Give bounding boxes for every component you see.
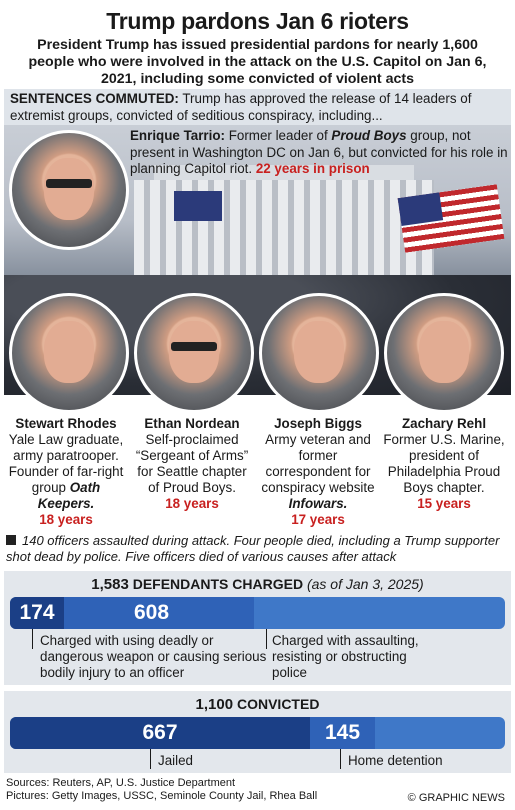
seg-weapon: 174 xyxy=(10,597,64,629)
sources xyxy=(6,777,317,803)
jailed-leader-line xyxy=(150,749,151,769)
charged-bar xyxy=(10,597,505,629)
commuted-text: Trump has approved the release of 14 leaders of extremist groups, convicted of seditious conspiracy, including... xyxy=(10,91,472,123)
bio-stewart-rhodes xyxy=(4,416,128,528)
seg-home: 145 xyxy=(310,717,375,749)
portrait-enrique-tarrio xyxy=(9,130,129,250)
bio-desc: Former U.S. Marine, president of Philadelphia Proud Boys chapter. xyxy=(383,432,505,495)
bio-sentence: 18 years xyxy=(39,512,93,527)
pictures-text: Pictures: Getty Images, USSC, Seminole County Jail, Rhea Ball xyxy=(6,790,318,802)
page-subtitle: President Trump has issued presidential pardons for nearly 1,600 people who were involved in the attack on the U.S. Capitol on Jan 6, 2021, including some convicted of violent acts xyxy=(28,37,487,87)
portrait-ethan-nordean xyxy=(134,293,254,413)
seg-assault: 608 xyxy=(64,597,254,629)
bio-desc: Army veteran and former correspondent for conspiracy website xyxy=(261,432,375,495)
home-leader-line xyxy=(340,749,341,769)
bio-name: Ethan Nordean xyxy=(144,416,240,431)
bio-ethan-nordean xyxy=(130,416,254,512)
bio-desc: Self-proclaimed “Sergeant of Arms” for Seattle chapter of Proud Boys. xyxy=(135,432,249,495)
convicted-title: CONVICTED xyxy=(233,696,320,712)
charged-count: 1,583 xyxy=(91,576,129,593)
note-text: 140 officers assaulted during attack. Four people died, including a Trump supporter shot dead by police. Five officers died of various causes after attack xyxy=(6,533,500,564)
tarrio-name: Enrique Tarrio: xyxy=(130,128,225,143)
bio-sentence: 18 years xyxy=(165,496,219,511)
portrait-zachary-rehl xyxy=(384,293,504,413)
seg-jailed: 667 xyxy=(10,717,310,749)
bio-name: Joseph Biggs xyxy=(274,416,362,431)
defendants-charged-panel xyxy=(4,571,511,685)
tarrio-text-a: Former leader of xyxy=(224,128,332,143)
graphic-news-credit: © GRAPHIC NEWS xyxy=(407,792,505,804)
bullet-square-icon xyxy=(6,535,16,545)
bio-desc: Yale Law graduate, army paratrooper. Founder of far-right group xyxy=(8,432,124,495)
bio-joseph-biggs xyxy=(256,416,380,528)
casualties-note xyxy=(6,533,511,565)
bio-org: Oath Keepers. xyxy=(37,480,101,511)
sentences-commuted-box xyxy=(4,89,511,125)
bio-sentence: 15 years xyxy=(417,496,471,511)
bio-zachary-rehl xyxy=(382,416,506,512)
assault-label: Charged with assaulting, resisting or obstructing police xyxy=(272,633,419,680)
convicted-heading xyxy=(4,691,511,713)
charged-heading xyxy=(4,571,511,593)
bio-org: Infowars. xyxy=(288,496,348,511)
tarrio-caption xyxy=(130,128,508,178)
page-title: Trump pardons Jan 6 rioters xyxy=(106,8,409,34)
bio-name: Zachary Rehl xyxy=(401,416,487,431)
jailed-label: Jailed xyxy=(158,753,193,768)
bio-name: Stewart Rhodes xyxy=(15,416,117,431)
charged-asof: (as of Jan 3, 2025) xyxy=(306,576,424,592)
weapon-label: Charged with using deadly or dangerous weapon or causing serious bodily injury to an officer xyxy=(40,633,267,680)
tarrio-text-b: group, not present in Washington DC on Jan 6, but convicted for his role in planning Capitol riot. xyxy=(130,128,508,176)
sources-text: Sources: Reuters, AP, U.S. Justice Department xyxy=(6,777,236,789)
charged-title: DEFENDANTS CHARGED xyxy=(128,576,304,592)
portrait-joseph-biggs xyxy=(259,293,379,413)
portrait-stewart-rhodes xyxy=(9,293,129,413)
tarrio-sentence: 22 years in prison xyxy=(255,161,370,176)
commuted-heading: SENTENCES COMMUTED: xyxy=(10,91,179,106)
trump-banner xyxy=(174,191,222,221)
convicted-bar xyxy=(10,717,505,749)
convicted-panel xyxy=(4,691,511,773)
tarrio-org: Proud Boys xyxy=(331,128,407,143)
weapon-leader-line xyxy=(32,629,33,649)
bio-sentence: 17 years xyxy=(291,512,345,527)
home-label: Home detention xyxy=(348,753,443,768)
assault-leader-line xyxy=(266,629,267,649)
convicted-count: 1,100 xyxy=(195,696,234,713)
